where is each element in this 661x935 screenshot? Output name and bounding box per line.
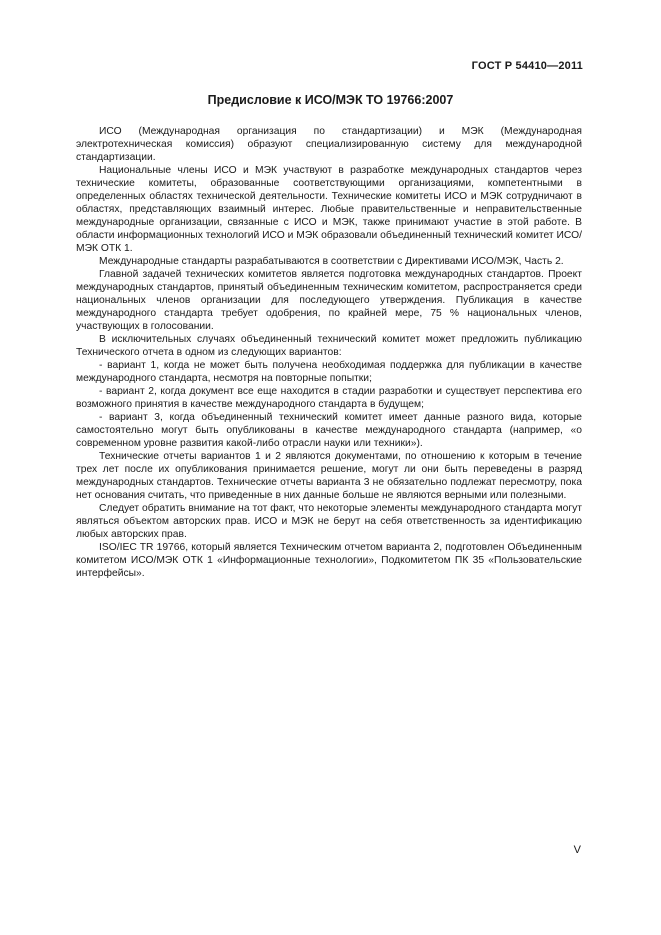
paragraph: В исключительных случаях объединенный технический комитет может предложить публикацию Технического отчета в одном из следующих вариантов: (76, 334, 582, 358)
page-number: V (573, 844, 581, 856)
paragraph: ISO/IEC TR 19766, который является Техническим отчетом варианта 2, подготовлен Объединенным комитетом ИСО/МЭК ОТК 1 «Информационные технологии», Подкомитетом ПК 35 «Пользовательские интерфейсы». (76, 542, 582, 579)
document-code-header: ГОСТ Р 54410—2011 (471, 60, 583, 72)
document-body (76, 125, 582, 580)
page-title: Предисловие к ИСО/МЭК ТО 19766:2007 (207, 93, 454, 107)
list-item: - вариант 3, когда объединенный технический комитет имеет данные разного вида, которые самостоятельно могут быть опубликованы в качестве международного стандарта (например, «о современном уровне развития какой-либо отрасли науки или техники»). (76, 412, 582, 449)
paragraph: Главной задачей технических комитетов является подготовка международных стандартов. Проект международных стандартов, принятый объединенным техническим комитетом, распространяется среди национальных членов организации для последующего утверждения. Публикация в качестве международного стандарта требует одобрения, по крайней мере, 75 % национальных членов, участвующих в голосовании. (76, 269, 582, 332)
paragraph: Следует обратить внимание на тот факт, что некоторые элементы международного стандарта могут являться объектом авторских прав. ИСО и МЭК не берут на себя ответственность за идентификацию любых авторских прав. (76, 503, 582, 540)
paragraph: ИСО (Международная организация по стандартизации) и МЭК (Международная электротехническая комиссия) образуют специализированную систему для международной стандартизации. (76, 126, 582, 163)
paragraph: Технические отчеты вариантов 1 и 2 являются документами, по отношению к которым в течение трех лет после их опубликования принимается решение, могут ли они быть переведены в разряд международных стандартов. Технические отчеты варианта 3 не обязательно подлежат пересмотру, пока нет основания считать, что приведенные в них данные больше не являются верными или полезными. (76, 451, 582, 501)
paragraph: Международные стандарты разрабатываются в соответствии с Директивами ИСО/МЭК, Часть 2. (99, 256, 564, 267)
list-item: - вариант 2, когда документ все еще находится в стадии разработки и существует перспектива его возможного принятия в качестве международного стандарта в будущем; (76, 386, 582, 410)
list-item: - вариант 1, когда не может быть получена необходимая поддержка для публикации в качестве международного стандарта, несмотря на повторные попытки; (76, 360, 582, 384)
paragraph: Национальные члены ИСО и МЭК участвуют в разработке международных стандартов через технические комитеты, образованные соответствующими организациями, компетентными в определенных областях технической деятельности. Технические комитеты ИСО и МЭК сотрудничают в областях, представляющих взаимный интерес. Любые правительственные и неправительственные международные организации, связанные с ИСО и МЭК, также принимают участие в этой работе. В области информационных технологий ИСО и МЭК образовали объединенный технический комитет ИСО/МЭК ОТК 1. (76, 165, 582, 254)
